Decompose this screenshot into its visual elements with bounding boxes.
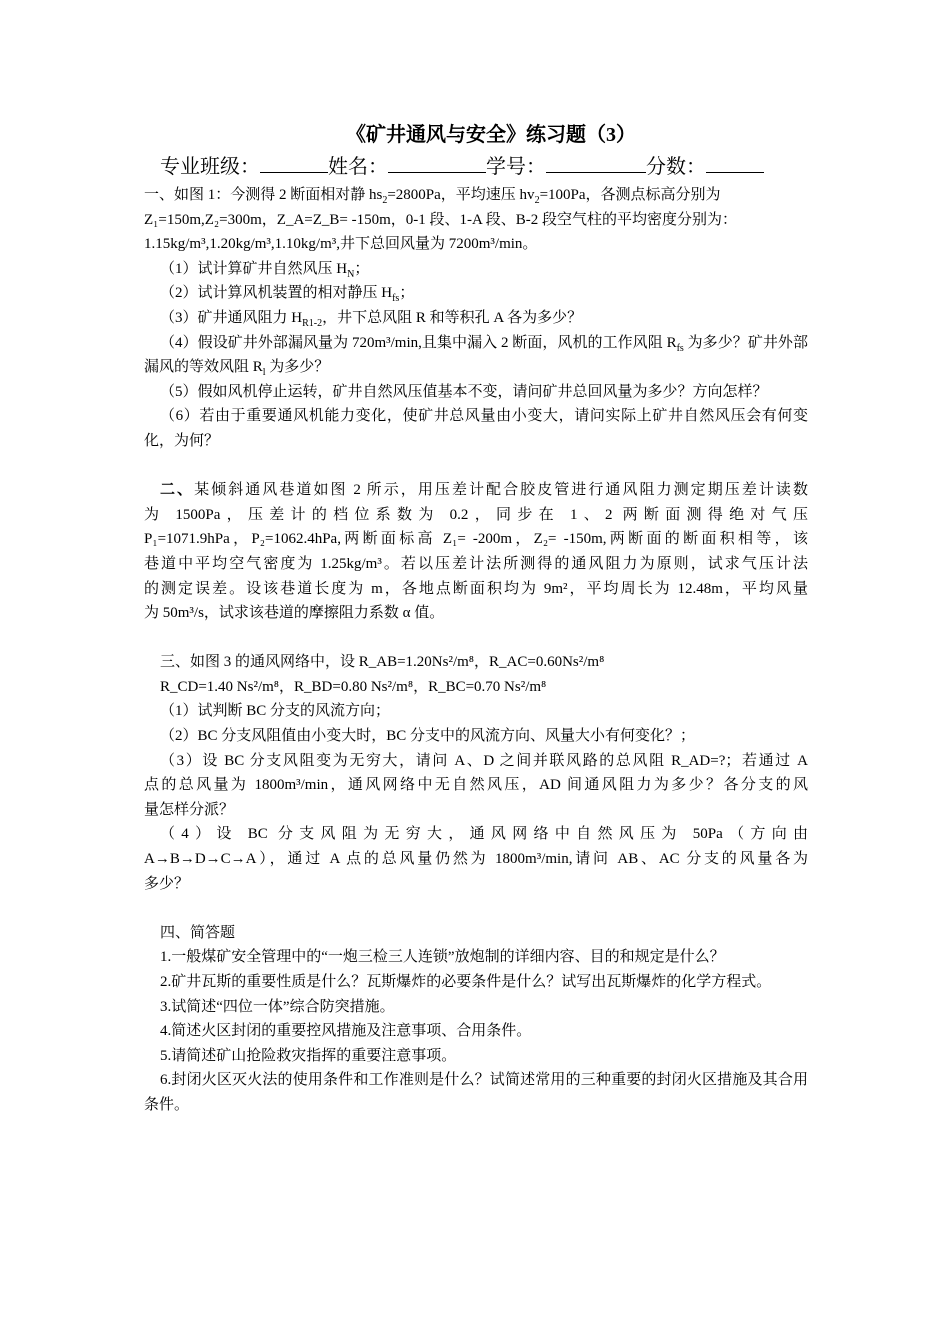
q3-line-1: 三、如图 3 的通风网络中，设 R_AB=1.20Ns²/m⁸，R_AC=0.60Ns²/m⁸ <box>160 654 605 671</box>
question-1 <box>144 183 808 454</box>
q1-sub-5: （5）假如风机停止运转，矿井自然风压值基本不变，请问矿井总回风量为多少？方向怎样？ <box>160 383 768 400</box>
q4-item-4: 4.简述火区封闭的重要控风措施及注意事项、合用条件。 <box>160 1023 532 1040</box>
q3-sub-3c: 量怎样分派？ <box>144 801 235 818</box>
major-blank[interactable] <box>260 152 328 173</box>
q3-sub-3a: （3）设 BC 分支风阻变为无穷大，请问 A、D 之间并联风路的总风阻 R_AD=?；若通过 A <box>160 752 808 769</box>
q2-line-5: 的测定误差。设该巷道长度为 m，各地点断面积均为 9m²，平均周长为 12.48m，平均风量 <box>144 580 808 597</box>
q4-item-5: 5.请简述矿山抢险救灾指挥的重要注意事项。 <box>160 1047 457 1064</box>
id-label: 学号： <box>486 156 546 178</box>
q3-sub-2: （2）BC 分支风阻值由小变大时，BC 分支中的风流方向、风量大小有何变化？； <box>160 728 696 745</box>
q2-line-4: 巷道中平均空气密度为 1.25kg/m³。若以压差计法所测得的通风阻力为原则，试求气压计法 <box>144 555 808 572</box>
q1-sub-2: （2）试计算风机装置的相对静压 $H_{fs}$； <box>160 285 415 305</box>
q4-heading: 四、简答题 <box>160 924 236 941</box>
major-label: 专业班级： <box>160 156 260 178</box>
student-info-line <box>160 152 808 181</box>
q1-sub-6: （6）若由于重要通风机能力变化，使矿井总风量由小变大，请问实际上矿井自然风压会有何变化，为何？ <box>144 408 808 449</box>
q4-item-2: 2.矿井瓦斯的重要性质是什么？瓦斯爆炸的必要条件是什么？试写出瓦斯爆炸的化学方程式。 <box>160 974 772 990</box>
q3-sub-4a: （4）设 BC 分支风阻为无穷大，通风网络中自然风压为 50Pa（方向由 <box>160 826 808 843</box>
question-2 <box>144 478 808 626</box>
name-blank[interactable] <box>388 152 486 173</box>
q2-line-3: P₁=1071.9hPa，P₂=1062.4hPa,两断面标高 Z₁= -200m，Z₂= -150m,两断面的断面积相等，该 <box>144 531 808 548</box>
question-4 <box>144 921 808 1118</box>
q3-sub-1: （1）试判断 BC 分支的风流方向； <box>160 703 391 720</box>
q2-line-1: 二、某倾斜通风巷道如图 2 所示，用压差计配合胶皮管进行通风阻力测定期压差计读数 <box>160 482 808 499</box>
score-blank[interactable] <box>706 152 764 173</box>
q3-sub-4c: 多少？ <box>144 875 190 892</box>
q2-line-6: 为 50m³/s，试求该巷道的摩擦阻力系数 α 值。 <box>144 605 445 622</box>
q1-line-2: Z₁=150m,Z₂=300m，Z_A=Z_B= -150m，0-1 段、1-A 段、B-2 段空气柱的平均密度分别为： <box>144 211 738 228</box>
id-blank[interactable] <box>546 152 646 173</box>
q2-line-2: 为 1500Pa，压差计的档位系数为 0.2，同步在 1、2 两断面测得绝对气压 <box>144 506 808 523</box>
document-page <box>144 118 808 1118</box>
q1-sub-3: （3）矿井通风阻力 $H_{R1-2}$，井下总风阻 R 和等积孔 A 各为多少？ <box>160 309 583 329</box>
q3-sub-3b: 点的总风量为 1800m³/min，通风网络中无自然风压，AD 间通风阻力为多少？各分支的风 <box>144 777 808 794</box>
score-label: 分数： <box>646 156 706 178</box>
q3-sub-4b: A→B→D→C→A），通过 A 点的总风量仍然为 1800m³/min,请问 AB、AC 分支的风量各为 <box>144 851 808 868</box>
q4-item-3: 3.试简述“四位一体”综合防突措施。 <box>160 998 395 1015</box>
name-label: 姓名： <box>328 156 388 178</box>
document-title: 《矿井通风与安全》练习题（3） <box>346 124 636 146</box>
q1-sub-1: （1）试计算矿井自然风压 $H_N$； <box>160 260 370 280</box>
q4-item-6: 6.封闭火区灭火法的使用条件和工作准则是什么？试简述常用的三种重要的封闭火区措施及其合用条件。 <box>144 1072 808 1113</box>
q1-sub-4: （4）假设矿井外部漏风量为 720m³/min,且集中漏入 2 断面，风机的工作风阻 $R_{fs}$ 为多少？矿井外部漏风的等效风阻 $R_l$ 为多少？ <box>144 334 808 379</box>
q1-line-1: 一、如图 1：今测得 2 断面相对静 $hs_2=2800Pa$，平均速压 $hv_2=100Pa$，各测点标高分别为 <box>144 187 721 206</box>
q1-line-3: 1.15kg/m³,1.20kg/m³,1.10kg/m³,井下总回风量为 7200m³/min。 <box>144 236 538 253</box>
question-3 <box>144 650 808 896</box>
q3-line-2: R_CD=1.40 Ns²/m⁸，R_BD=0.80 Ns²/m⁸，R_BC=0.70 Ns²/m⁸ <box>160 678 547 695</box>
q4-item-1: 1.一般煤矿安全管理中的“一炮三检三人连锁”放炮制的详细内容、目的和规定是什么？ <box>160 949 725 966</box>
